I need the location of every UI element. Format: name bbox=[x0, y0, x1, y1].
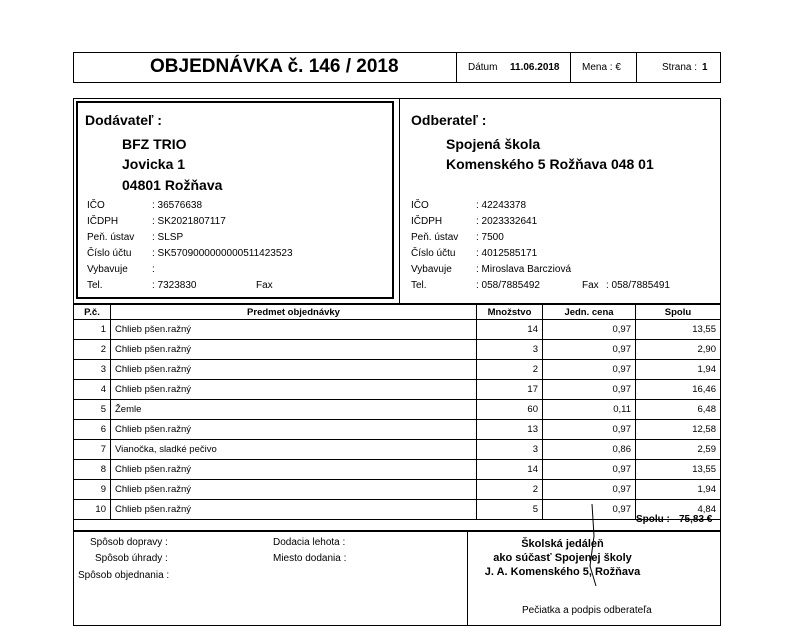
customer-handler-value: : Miroslava Barcziová bbox=[476, 264, 572, 275]
row-pc: 9 bbox=[74, 480, 111, 500]
stamp-line-1: Školská jedáleň bbox=[521, 538, 604, 550]
row-qty: 5 bbox=[477, 500, 543, 520]
row-qty: 3 bbox=[477, 340, 543, 360]
row-item: Chlieb pšen.ražný bbox=[111, 340, 477, 360]
supplier-tel-label: Tel. bbox=[87, 280, 103, 291]
supplier-street: Jovicka 1 bbox=[122, 156, 186, 172]
delivery-place-label: Miesto dodania : bbox=[273, 553, 347, 564]
row-total: 1,94 bbox=[636, 360, 721, 380]
table-row bbox=[74, 360, 720, 380]
signature-mark bbox=[580, 496, 620, 592]
row-qty: 14 bbox=[477, 320, 543, 340]
row-pc: 5 bbox=[74, 400, 111, 420]
header-divider-3 bbox=[636, 52, 637, 83]
row-total: 6,48 bbox=[636, 400, 721, 420]
row-qty: 2 bbox=[477, 480, 543, 500]
table-row bbox=[74, 400, 720, 420]
row-item: Chlieb pšen.ražný bbox=[111, 360, 477, 380]
supplier-fax-label: Fax bbox=[256, 280, 273, 291]
customer-handler-label: Vybavuje bbox=[411, 264, 452, 275]
supplier-account-value: : SK5709000000000511423523 bbox=[152, 248, 293, 259]
supplier-heading: Dodávateľ : bbox=[85, 112, 162, 128]
date-label: Dátum bbox=[468, 62, 498, 73]
customer-icdph-value: : 2023332641 bbox=[476, 216, 538, 227]
page-label: Strana : bbox=[662, 62, 698, 73]
table-row bbox=[74, 420, 720, 440]
supplier-ico-value: : 36576638 bbox=[152, 200, 203, 211]
row-qty: 60 bbox=[477, 400, 543, 420]
transport-label: Spôsob dopravy : bbox=[90, 537, 168, 548]
supplier-name: BFZ TRIO bbox=[122, 136, 187, 152]
customer-address: Komenského 5 Rožňava 048 01 bbox=[446, 156, 654, 172]
row-pc: 6 bbox=[74, 420, 111, 440]
stamp-line-2: ako súčasť Spojenej školy bbox=[493, 552, 632, 564]
payment-label: Spôsob úhrady : bbox=[95, 553, 168, 564]
customer-fax-value: : 058/7885491 bbox=[606, 280, 670, 291]
table-row bbox=[74, 380, 720, 400]
delivery-deadline-label: Dodacia lehota : bbox=[273, 537, 346, 548]
row-item: Chlieb pšen.ražný bbox=[111, 320, 477, 340]
row-total: 1,94 bbox=[636, 480, 721, 500]
supplier-bank-label: Peň. ústav bbox=[87, 232, 135, 243]
row-total: 4,84 bbox=[636, 500, 721, 520]
row-price: 0,97 bbox=[543, 420, 636, 440]
items-table bbox=[74, 305, 720, 520]
row-total: 13,55 bbox=[636, 460, 721, 480]
customer-ico-label: IČO bbox=[411, 200, 429, 211]
customer-account-value: : 4012585171 bbox=[476, 248, 538, 259]
row-total: 2,90 bbox=[636, 340, 721, 360]
supplier-handler-label: Vybavuje bbox=[87, 264, 128, 275]
row-item: Chlieb pšen.ražný bbox=[111, 500, 477, 520]
row-qty: 13 bbox=[477, 420, 543, 440]
col-header-pc: P.č. bbox=[74, 305, 111, 320]
row-price: 0,97 bbox=[543, 380, 636, 400]
row-price: 0,97 bbox=[543, 340, 636, 360]
supplier-ico-label: IČO bbox=[87, 200, 105, 211]
row-price: 0,97 bbox=[543, 360, 636, 380]
signature-stroke bbox=[590, 504, 596, 586]
customer-fax-label: Fax bbox=[582, 280, 599, 291]
row-pc: 2 bbox=[74, 340, 111, 360]
row-price: 0,97 bbox=[543, 500, 636, 520]
stamp-line-3: J. A. Komenského 5, Rožňava bbox=[484, 566, 641, 578]
col-header-total: Spolu bbox=[636, 305, 721, 320]
table-row bbox=[74, 480, 720, 500]
date-value: 11.06.2018 bbox=[510, 62, 560, 73]
row-item: Chlieb pšen.ražný bbox=[111, 460, 477, 480]
table-row bbox=[74, 460, 720, 480]
footer-divider bbox=[467, 531, 468, 626]
supplier-bank-value: : SLSP bbox=[152, 232, 184, 243]
supplier-icdph-value: : SK2021807117 bbox=[152, 216, 226, 227]
supplier-account-label: Číslo účtu bbox=[87, 248, 132, 259]
row-price: 0,86 bbox=[543, 440, 636, 460]
currency-label: Mena : € bbox=[582, 62, 621, 73]
customer-bank-value: : 7500 bbox=[476, 232, 504, 243]
row-pc: 4 bbox=[74, 380, 111, 400]
row-price: 0,97 bbox=[543, 460, 636, 480]
signature-label: Pečiatka a podpis odberateľa bbox=[522, 605, 652, 616]
header-divider-2 bbox=[570, 52, 571, 83]
supplier-tel-value: : 7323830 bbox=[152, 280, 197, 291]
row-total: 12,58 bbox=[636, 420, 721, 440]
page-value: 1 bbox=[702, 62, 708, 73]
table-header-row bbox=[74, 305, 720, 320]
row-pc: 1 bbox=[74, 320, 111, 340]
row-qty: 2 bbox=[477, 360, 543, 380]
row-item: Žemle bbox=[111, 400, 477, 420]
row-qty: 17 bbox=[477, 380, 543, 400]
total-rule bbox=[73, 530, 721, 532]
table-row bbox=[74, 500, 720, 520]
customer-icdph-label: IČDPH bbox=[411, 216, 443, 227]
row-total: 2,59 bbox=[636, 440, 721, 460]
row-total: 16,46 bbox=[636, 380, 721, 400]
row-pc: 7 bbox=[74, 440, 111, 460]
order-method-label: Spôsob objednania : bbox=[78, 570, 170, 581]
page-title: OBJEDNÁVKA č. 146 / 2018 bbox=[150, 56, 399, 77]
customer-tel-value: : 058/7885492 bbox=[476, 280, 540, 291]
row-pc: 8 bbox=[74, 460, 111, 480]
col-header-qty: Množstvo bbox=[477, 305, 543, 320]
table-row bbox=[74, 340, 720, 360]
row-item: Vianočka, sladké pečivo bbox=[111, 440, 477, 460]
grand-total-value: 75,83 € bbox=[679, 514, 713, 525]
row-total: 13,55 bbox=[636, 320, 721, 340]
supplier-handler-value: : bbox=[152, 264, 155, 275]
row-price: 0,97 bbox=[543, 320, 636, 340]
row-pc: 3 bbox=[74, 360, 111, 380]
supplier-city: 04801 Rožňava bbox=[122, 177, 223, 193]
col-header-price: Jedn. cena bbox=[543, 305, 636, 320]
table-row bbox=[74, 320, 720, 340]
row-price: 0,11 bbox=[543, 400, 636, 420]
row-qty: 3 bbox=[477, 440, 543, 460]
school-stamp bbox=[480, 538, 645, 578]
row-item: Chlieb pšen.ražný bbox=[111, 480, 477, 500]
customer-tel-label: Tel. bbox=[411, 280, 427, 291]
grand-total-label: Spolu : bbox=[636, 514, 670, 525]
customer-account-label: Číslo účtu bbox=[411, 248, 456, 259]
customer-name: Spojená škola bbox=[446, 136, 541, 152]
customer-ico-value: : 42243378 bbox=[476, 200, 527, 211]
supplier-icdph-label: IČDPH bbox=[87, 216, 119, 227]
row-item: Chlieb pšen.ražný bbox=[111, 420, 477, 440]
header-divider-1 bbox=[456, 52, 457, 83]
row-qty: 14 bbox=[477, 460, 543, 480]
customer-heading: Odberateľ : bbox=[411, 112, 487, 128]
row-item: Chlieb pšen.ražný bbox=[111, 380, 477, 400]
row-price: 0,97 bbox=[543, 480, 636, 500]
row-pc: 10 bbox=[74, 500, 111, 520]
party-divider bbox=[399, 98, 400, 303]
customer-bank-label: Peň. ústav bbox=[411, 232, 459, 243]
col-header-item: Predmet objednávky bbox=[111, 305, 477, 320]
table-row bbox=[74, 440, 720, 460]
